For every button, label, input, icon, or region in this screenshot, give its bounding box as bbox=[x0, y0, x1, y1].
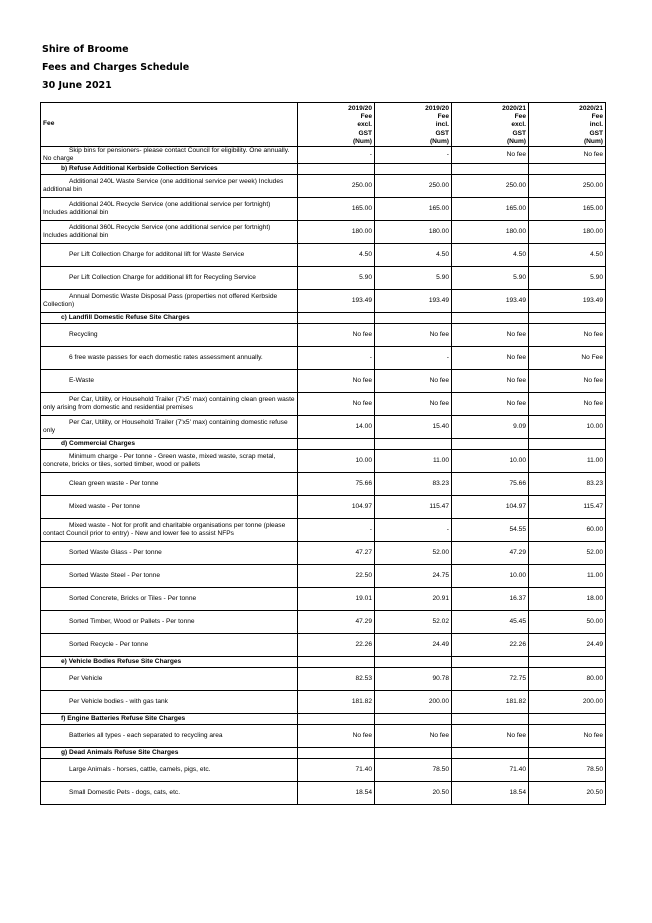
fee-2019-20-incl-gst: No fee bbox=[375, 393, 452, 416]
fee-2020-21-excl-gst: 10.00 bbox=[452, 565, 529, 588]
column-header-2019-excl: 2019/20 Fee excl. GST (Num) bbox=[298, 103, 375, 147]
section-header-row bbox=[41, 748, 606, 759]
fee-2019-20-incl-gst: 90.78 bbox=[375, 668, 452, 691]
fee-2020-21-incl-gst: 11.00 bbox=[529, 450, 606, 473]
section-header-row bbox=[41, 714, 606, 725]
empty-cell bbox=[452, 714, 529, 725]
fee-2019-20-excl-gst: 104.97 bbox=[298, 496, 375, 519]
fee-2019-20-incl-gst: 20.91 bbox=[375, 588, 452, 611]
fee-description: Mixed waste - Not for profit and charitable organisations per tonne (please contact Council prior to entry) - New and lower fee to assist NFPs bbox=[41, 519, 298, 542]
fee-2019-20-incl-gst: - bbox=[375, 147, 452, 164]
section-header-row bbox=[41, 657, 606, 668]
empty-cell bbox=[529, 748, 606, 759]
fee-2019-20-excl-gst: No fee bbox=[298, 393, 375, 416]
fee-2020-21-excl-gst: No fee bbox=[452, 324, 529, 347]
fee-2019-20-excl-gst: No fee bbox=[298, 324, 375, 347]
table-row bbox=[41, 290, 606, 313]
fee-2019-20-excl-gst: - bbox=[298, 347, 375, 370]
fee-2020-21-incl-gst: No fee bbox=[529, 393, 606, 416]
fee-2019-20-incl-gst: 4.50 bbox=[375, 244, 452, 267]
fee-2020-21-excl-gst: No fee bbox=[452, 347, 529, 370]
empty-cell bbox=[529, 313, 606, 324]
fee-2020-21-excl-gst: 193.49 bbox=[452, 290, 529, 313]
empty-cell bbox=[529, 657, 606, 668]
fee-2019-20-excl-gst: 181.82 bbox=[298, 691, 375, 714]
fee-2020-21-excl-gst: 5.90 bbox=[452, 267, 529, 290]
fee-description: Mixed waste - Per tonne bbox=[41, 496, 298, 519]
empty-cell bbox=[375, 714, 452, 725]
fee-description: Annual Domestic Waste Disposal Pass (properties not offered Kerbside Collection) bbox=[41, 290, 298, 313]
document-title: Fees and Charges Schedule bbox=[42, 62, 190, 73]
fee-description: Sorted Waste Steel - Per tonne bbox=[41, 565, 298, 588]
fee-2019-20-excl-gst: 22.26 bbox=[298, 634, 375, 657]
empty-cell bbox=[529, 714, 606, 725]
fee-2020-21-incl-gst: 180.00 bbox=[529, 221, 606, 244]
fee-2020-21-incl-gst: 18.00 bbox=[529, 588, 606, 611]
fee-description: Per Lift Collection Charge for additional lift for Recycling Service bbox=[41, 267, 298, 290]
organisation-name: Shire of Broome bbox=[42, 44, 129, 55]
table-row bbox=[41, 782, 606, 805]
table-row bbox=[41, 370, 606, 393]
fee-2020-21-excl-gst: 16.37 bbox=[452, 588, 529, 611]
fee-2019-20-excl-gst: 165.00 bbox=[298, 198, 375, 221]
table-row bbox=[41, 759, 606, 782]
empty-cell bbox=[298, 164, 375, 175]
fee-2020-21-excl-gst: No fee bbox=[452, 393, 529, 416]
fee-2019-20-incl-gst: 193.49 bbox=[375, 290, 452, 313]
fee-2020-21-excl-gst: No fee bbox=[452, 725, 529, 748]
fee-description: Additional 240L Waste Service (one additional service per week) Includes additional bin bbox=[41, 175, 298, 198]
table-row bbox=[41, 473, 606, 496]
table-row bbox=[41, 519, 606, 542]
fee-2019-20-excl-gst: 4.50 bbox=[298, 244, 375, 267]
fee-2020-21-excl-gst: 10.00 bbox=[452, 450, 529, 473]
empty-cell bbox=[452, 439, 529, 450]
fee-2020-21-excl-gst: 72.75 bbox=[452, 668, 529, 691]
fee-description: Small Domestic Pets - dogs, cats, etc. bbox=[41, 782, 298, 805]
table-header-row bbox=[41, 103, 606, 147]
section-header-row bbox=[41, 313, 606, 324]
empty-cell bbox=[298, 313, 375, 324]
fee-2020-21-incl-gst: 5.90 bbox=[529, 267, 606, 290]
fee-description: Batteries all types - each separated to recycling area bbox=[41, 725, 298, 748]
fee-2019-20-excl-gst: 19.01 bbox=[298, 588, 375, 611]
fee-description: Minimum charge - Per tonne - Green waste, mixed waste, scrap metal, concrete, bricks or tiles, sorted timber, wood or pallets bbox=[41, 450, 298, 473]
fee-2019-20-incl-gst: 24.75 bbox=[375, 565, 452, 588]
empty-cell bbox=[298, 748, 375, 759]
fee-2019-20-incl-gst: 24.49 bbox=[375, 634, 452, 657]
table-row bbox=[41, 267, 606, 290]
fee-2019-20-incl-gst: 5.90 bbox=[375, 267, 452, 290]
section-title: f) Engine Batteries Refuse Site Charges bbox=[41, 714, 298, 725]
fee-2019-20-excl-gst: No fee bbox=[298, 370, 375, 393]
table-row bbox=[41, 611, 606, 634]
fee-description: Per Car, Utility, or Household Trailer (7'x5' max) containing clean green waste only arising from domestic and residential premises bbox=[41, 393, 298, 416]
fee-2020-21-incl-gst: 200.00 bbox=[529, 691, 606, 714]
fee-description: Sorted Timber, Wood or Pallets - Per tonne bbox=[41, 611, 298, 634]
document-date: 30 June 2021 bbox=[42, 80, 112, 91]
fee-2019-20-excl-gst: 250.00 bbox=[298, 175, 375, 198]
table-row bbox=[41, 175, 606, 198]
fee-2020-21-incl-gst: No fee bbox=[529, 725, 606, 748]
fee-2020-21-incl-gst: 10.00 bbox=[529, 416, 606, 439]
fee-2020-21-incl-gst: 4.50 bbox=[529, 244, 606, 267]
fee-description: Additional 360L Recycle Service (one additional service per fortnight) Includes additional bin bbox=[41, 221, 298, 244]
fee-2019-20-incl-gst: 200.00 bbox=[375, 691, 452, 714]
section-title: e) Vehicle Bodies Refuse Site Charges bbox=[41, 657, 298, 668]
fee-description: Skip bins for pensioners- please contact Council for eligibility. One annually. No charge bbox=[41, 147, 298, 164]
table-row bbox=[41, 691, 606, 714]
table-row bbox=[41, 634, 606, 657]
empty-cell bbox=[452, 164, 529, 175]
fee-2020-21-excl-gst: 45.45 bbox=[452, 611, 529, 634]
empty-cell bbox=[298, 657, 375, 668]
fee-2019-20-excl-gst: 10.00 bbox=[298, 450, 375, 473]
fee-2019-20-excl-gst: 5.90 bbox=[298, 267, 375, 290]
fee-2020-21-excl-gst: 71.40 bbox=[452, 759, 529, 782]
fee-2019-20-excl-gst: 47.29 bbox=[298, 611, 375, 634]
fee-2019-20-incl-gst: No fee bbox=[375, 725, 452, 748]
fee-2020-21-excl-gst: 18.54 bbox=[452, 782, 529, 805]
fee-2020-21-excl-gst: No fee bbox=[452, 147, 529, 164]
empty-cell bbox=[452, 657, 529, 668]
fee-2019-20-excl-gst: 82.53 bbox=[298, 668, 375, 691]
fee-2020-21-incl-gst: 11.00 bbox=[529, 565, 606, 588]
section-title: b) Refuse Additional Kerbside Collection Services bbox=[41, 164, 298, 175]
fee-2019-20-incl-gst: 250.00 bbox=[375, 175, 452, 198]
fee-2019-20-incl-gst: 165.00 bbox=[375, 198, 452, 221]
fee-2019-20-excl-gst: - bbox=[298, 519, 375, 542]
fee-2019-20-excl-gst: 22.50 bbox=[298, 565, 375, 588]
fee-description: Sorted Waste Glass - Per tonne bbox=[41, 542, 298, 565]
empty-cell bbox=[375, 313, 452, 324]
empty-cell bbox=[375, 164, 452, 175]
column-header-fee: Fee bbox=[41, 103, 298, 147]
fee-description: Additional 240L Recycle Service (one additional service per fortnight) Includes additional bin bbox=[41, 198, 298, 221]
fee-description: Large Animals - horses, cattle, camels, pigs, etc. bbox=[41, 759, 298, 782]
fee-2020-21-incl-gst: No fee bbox=[529, 324, 606, 347]
empty-cell bbox=[375, 439, 452, 450]
fee-2020-21-excl-gst: 9.09 bbox=[452, 416, 529, 439]
fee-description: 6 free waste passes for each domestic rates assessment annually. bbox=[41, 347, 298, 370]
fee-2019-20-incl-gst: No fee bbox=[375, 324, 452, 347]
table-row bbox=[41, 725, 606, 748]
fee-2020-21-excl-gst: 250.00 bbox=[452, 175, 529, 198]
fee-description: Per Car, Utility, or Household Trailer (7'x5' max) containing domestic refuse only bbox=[41, 416, 298, 439]
fee-2020-21-incl-gst: 60.00 bbox=[529, 519, 606, 542]
table-row bbox=[41, 496, 606, 519]
fee-2019-20-incl-gst: 115.47 bbox=[375, 496, 452, 519]
fee-2019-20-incl-gst: No fee bbox=[375, 370, 452, 393]
table-row bbox=[41, 147, 606, 164]
fee-description: Per Vehicle bbox=[41, 668, 298, 691]
fee-2020-21-excl-gst: 180.00 bbox=[452, 221, 529, 244]
fee-2020-21-excl-gst: 54.55 bbox=[452, 519, 529, 542]
fee-2020-21-incl-gst: 20.50 bbox=[529, 782, 606, 805]
column-header-2019-incl: 2019/20 Fee incl. GST (Num) bbox=[375, 103, 452, 147]
fee-description: Recycling bbox=[41, 324, 298, 347]
fee-2020-21-excl-gst: 104.97 bbox=[452, 496, 529, 519]
fee-2020-21-incl-gst: No Fee bbox=[529, 347, 606, 370]
fee-description: Sorted Concrete, Bricks or Tiles - Per tonne bbox=[41, 588, 298, 611]
empty-cell bbox=[452, 313, 529, 324]
fee-2019-20-excl-gst: 193.49 bbox=[298, 290, 375, 313]
fee-2019-20-incl-gst: 15.40 bbox=[375, 416, 452, 439]
empty-cell bbox=[452, 748, 529, 759]
table-row bbox=[41, 450, 606, 473]
fee-2020-21-incl-gst: No fee bbox=[529, 370, 606, 393]
empty-cell bbox=[298, 439, 375, 450]
fee-2019-20-incl-gst: - bbox=[375, 519, 452, 542]
section-title: c) Landfill Domestic Refuse Site Charges bbox=[41, 313, 298, 324]
fee-2020-21-incl-gst: 24.49 bbox=[529, 634, 606, 657]
fee-2020-21-excl-gst: 22.26 bbox=[452, 634, 529, 657]
empty-cell bbox=[298, 714, 375, 725]
section-title: g) Dead Animals Refuse Site Charges bbox=[41, 748, 298, 759]
fee-2020-21-excl-gst: 4.50 bbox=[452, 244, 529, 267]
table-row bbox=[41, 244, 606, 267]
fee-2020-21-excl-gst: 47.29 bbox=[452, 542, 529, 565]
fee-2019-20-incl-gst: 52.00 bbox=[375, 542, 452, 565]
empty-cell bbox=[529, 439, 606, 450]
table-row bbox=[41, 668, 606, 691]
table-row bbox=[41, 393, 606, 416]
fee-2019-20-excl-gst: 47.27 bbox=[298, 542, 375, 565]
fee-2020-21-incl-gst: 250.00 bbox=[529, 175, 606, 198]
empty-cell bbox=[375, 748, 452, 759]
fee-2019-20-incl-gst: 180.00 bbox=[375, 221, 452, 244]
fee-2019-20-incl-gst: - bbox=[375, 347, 452, 370]
fee-2019-20-incl-gst: 20.50 bbox=[375, 782, 452, 805]
fee-description: Per Lift Collection Charge for additonal lift for Waste Service bbox=[41, 244, 298, 267]
fee-2019-20-incl-gst: 78.50 bbox=[375, 759, 452, 782]
fee-2020-21-incl-gst: No fee bbox=[529, 147, 606, 164]
fee-2019-20-excl-gst: 180.00 bbox=[298, 221, 375, 244]
fee-2020-21-incl-gst: 115.47 bbox=[529, 496, 606, 519]
fee-2020-21-incl-gst: 80.00 bbox=[529, 668, 606, 691]
table-row bbox=[41, 221, 606, 244]
empty-cell bbox=[529, 164, 606, 175]
fee-2019-20-excl-gst: No fee bbox=[298, 725, 375, 748]
table-row bbox=[41, 542, 606, 565]
fee-description: Clean green waste - Per tonne bbox=[41, 473, 298, 496]
section-header-row bbox=[41, 164, 606, 175]
section-title: d) Commercial Charges bbox=[41, 439, 298, 450]
fee-2020-21-incl-gst: 52.00 bbox=[529, 542, 606, 565]
table-row bbox=[41, 347, 606, 370]
fee-2020-21-incl-gst: 83.23 bbox=[529, 473, 606, 496]
fee-2019-20-incl-gst: 83.23 bbox=[375, 473, 452, 496]
empty-cell bbox=[375, 657, 452, 668]
fee-2019-20-excl-gst: - bbox=[298, 147, 375, 164]
fee-2020-21-excl-gst: 181.82 bbox=[452, 691, 529, 714]
fee-2020-21-excl-gst: No fee bbox=[452, 370, 529, 393]
fee-2020-21-excl-gst: 165.00 bbox=[452, 198, 529, 221]
table-row bbox=[41, 198, 606, 221]
column-header-2020-incl: 2020/21 Fee incl. GST (Num) bbox=[529, 103, 606, 147]
fee-2020-21-incl-gst: 50.00 bbox=[529, 611, 606, 634]
fee-2019-20-excl-gst: 14.00 bbox=[298, 416, 375, 439]
table-row bbox=[41, 565, 606, 588]
fee-2020-21-incl-gst: 193.49 bbox=[529, 290, 606, 313]
fee-description: Sorted Recycle - Per tonne bbox=[41, 634, 298, 657]
fee-2019-20-excl-gst: 18.54 bbox=[298, 782, 375, 805]
column-header-2020-excl: 2020/21 Fee excl. GST (Num) bbox=[452, 103, 529, 147]
fee-2020-21-incl-gst: 78.50 bbox=[529, 759, 606, 782]
fee-2020-21-incl-gst: 165.00 bbox=[529, 198, 606, 221]
fees-table bbox=[40, 102, 606, 805]
section-header-row bbox=[41, 439, 606, 450]
fee-2019-20-excl-gst: 75.66 bbox=[298, 473, 375, 496]
fee-description: E-Waste bbox=[41, 370, 298, 393]
fee-2019-20-incl-gst: 52.02 bbox=[375, 611, 452, 634]
fee-description: Per Vehicle bodies - with gas tank bbox=[41, 691, 298, 714]
fee-2019-20-incl-gst: 11.00 bbox=[375, 450, 452, 473]
table-row bbox=[41, 416, 606, 439]
fee-2020-21-excl-gst: 75.66 bbox=[452, 473, 529, 496]
table-row bbox=[41, 588, 606, 611]
table-row bbox=[41, 324, 606, 347]
fee-2019-20-excl-gst: 71.40 bbox=[298, 759, 375, 782]
